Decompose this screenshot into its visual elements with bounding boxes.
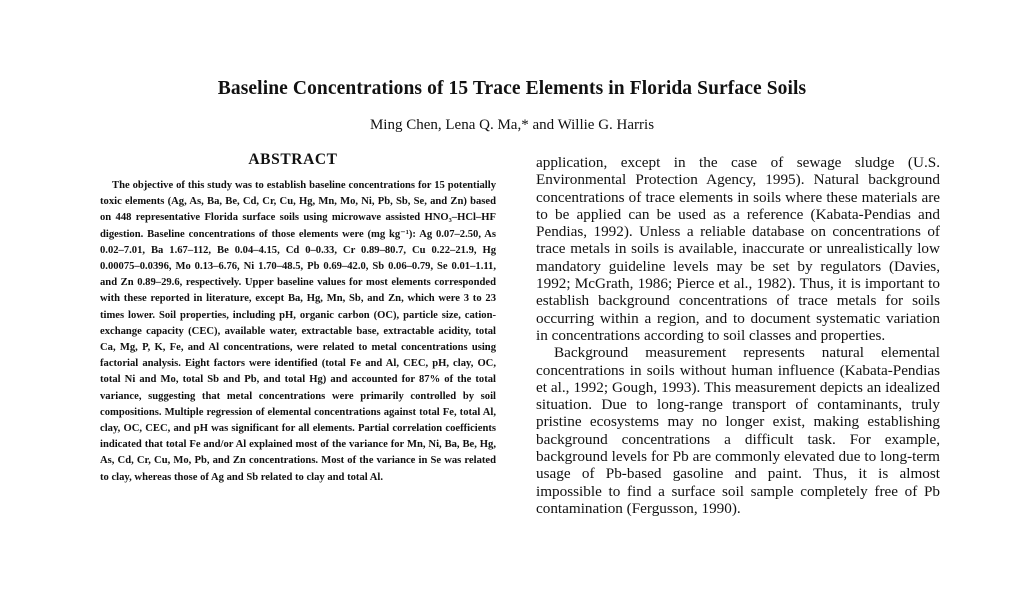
- paper-authors: Ming Chen, Lena Q. Ma,* and Willie G. Harris: [369, 117, 655, 133]
- body-paragraph: application, except in the case of sewage sludge (U.S. Environmental Protection Agency, 1995). Natural background concentrations of trace elements in soils where these materials are to be applied can be used as a reference (Kabata-Pendias and Pendias, 1992). Unless a reliable database on concentrations of trace metals in soils is available, inaccurate or unrealistically low mandatory guideline levels may be set by regulators (Davies, 1992; McGrath, 1986; Pierce et al., 1982). Thus, it is important to establish background concentrations of trace metals for soils occurring within a region, and to document systematic variation in concentrations according to soil classes and properties.: [536, 154, 940, 344]
- abstract-heading: ABSTRACT: [248, 151, 338, 168]
- paper-title: Baseline Concentrations of 15 Trace Elements in Florida Surface Soils: [217, 78, 807, 99]
- body-text-column: [536, 154, 940, 517]
- abstract-text: The objective of this study was to establish baseline concentrations for 15 potentially toxic elements (Ag, As, Ba, Be, Cd, Cr, Cu, Hg, Mn, Mo, Ni, Pb, Sb, Se, and Zn) based on 448 representative Florida surface soils using microwave assisted HNO₃–HCl–HF digestion. Baseline concentrations of those elements were (mg kg⁻¹): Ag 0.07–2.50, As 0.02–7.01, Ba 1.67–112, Be 0.04–4.15, Cd 0–0.33, Cr 0.89–80.7, Cu 0.22–21.9, Hg 0.00075–0.0396, Mo 0.13–6.76, Ni 1.70–48.5, Pb 0.69–42.0, Sb 0.06–0.79, Se 0.01–1.11, and Zn 0.89–29.6, respectively. Upper baseline values for most elements corresponded with these reported in literature, except Ba, Hg, Mn, Sb, and Zn, which were 3 to 23 times lower. Soil properties, including pH, organic carbon (OC), particle size, cation-exchange capacity (CEC), available water, extractable base, extractable acidity, total Ca, Mg, P, K, Fe, and Al concentrations, were related to metal concentrations using factorial analysis. Eight factors were identified (total Fe and Al, CEC, pH, clay, OC, total Ni and Mo, total Sb and Pb, and total Hg) and accounted for 87% of the total variance, suggesting that metal concentrations were primarily controlled by soil compositions. Multiple regression of elemental concentrations against total Fe, total Al, clay, OC, CEC, and pH was significant for all elements. Partial correlation coefficients indicated that total Fe and/or Al explained most of the variance for Mn, Ni, Ba, Be, Hg, As, Cd, Cr, Cu, Mo, Pb, and Zn concentrations. Most of the variance in Se was related to clay, whereas those of Ag and Sb related to clay and total Al.: [100, 180, 496, 483]
- body-paragraph: Background measurement represents natural elemental concentrations in soils without human influence (Kabata-Pendias et al., 1992; Gough, 1993). This measurement depicts an idealized situation. Due to long-range transport of contaminants, truly pristine ecosystems may no longer exist, making establishing background concentrations a difficult task. For example, background levels for Pb are commonly elevated due to long-term usage of Pb-based gasoline and paint. Thus, it is almost impossible to find a surface soil sample completely free of Pb contamination (Fergusson, 1990).: [536, 344, 940, 517]
